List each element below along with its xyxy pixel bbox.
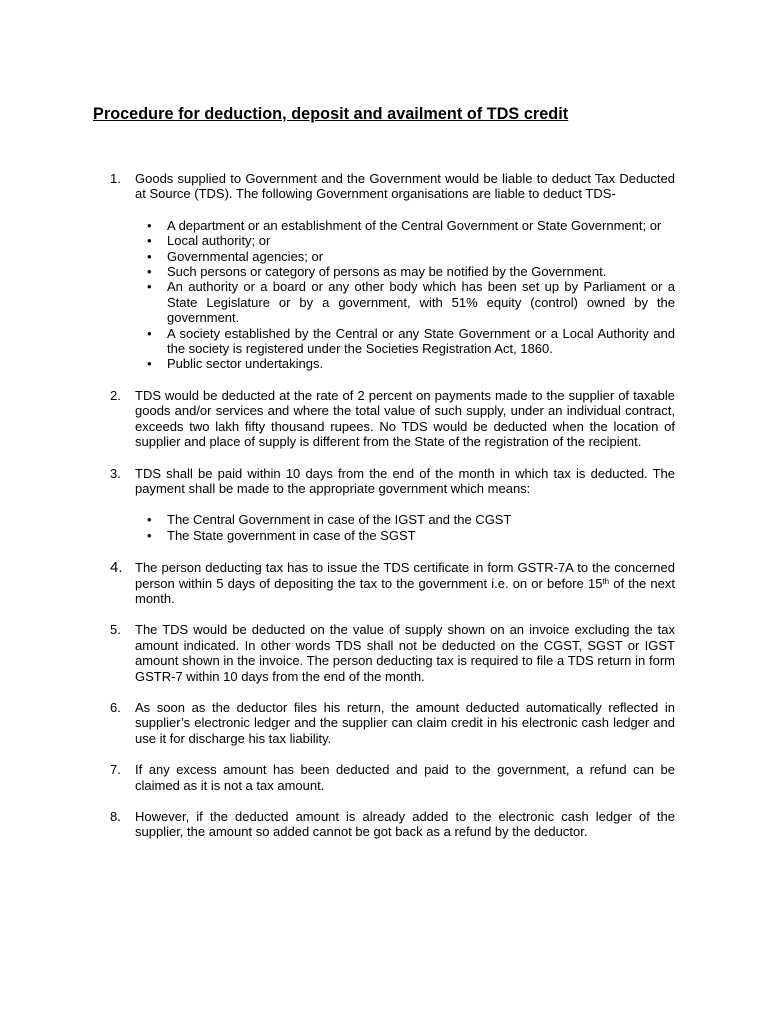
bullet-item: • A society established by the Central or any State Government or a Local Authority and the society is registered under the Societies Registration Act, 1860. bbox=[167, 326, 675, 357]
ordinal-suffix: th bbox=[602, 576, 610, 586]
item-text: The TDS would be deducted on the value of supply shown on an invoice excluding the tax amount indicated. In other words TDS shall not be deducted on the CGST, SGST or IGST amount shown in the invoice. The person deducting tax is required to file a TDS return in form GSTR-7 within 10 days from the end of the month. bbox=[135, 622, 675, 684]
bullet-item: • Local authority; or bbox=[167, 233, 675, 248]
bullet-item: • A department or an establishment of the Central Government or State Government; or bbox=[167, 218, 675, 233]
bullet-list-governments bbox=[110, 512, 675, 543]
list-item-4 bbox=[110, 560, 675, 606]
bullet-list-organisations bbox=[110, 218, 675, 372]
item-text: Goods supplied to Government and the Government would be liable to deduct Tax Deducted at Source (TDS). The following Government organisations are liable to deduct TDS- bbox=[135, 171, 675, 202]
bullet-item: • Governmental agencies; or bbox=[167, 249, 675, 264]
list-item-6 bbox=[110, 700, 675, 746]
list-item-8 bbox=[110, 809, 675, 840]
item-number: 1. bbox=[110, 171, 121, 186]
item-text bbox=[135, 560, 675, 606]
item-text: TDS shall be paid within 10 days from the end of the month in which tax is deducted. The payment shall be made to the appropriate government which means: bbox=[135, 465, 675, 496]
item-number: 7. bbox=[110, 762, 121, 778]
list-item-1 bbox=[110, 171, 675, 202]
item-number: 5. bbox=[110, 622, 121, 638]
list-item-2 bbox=[110, 388, 675, 450]
item-number: 4. bbox=[110, 559, 123, 577]
bullet-item: • An authority or a board or any other body which has been set up by Parliament or a State Legislature or by a government, with 51% equity (control) owned by the government. bbox=[167, 279, 675, 325]
item-number: 6. bbox=[110, 699, 121, 715]
document-title: Procedure for deduction, deposit and availment of TDS credit bbox=[93, 105, 569, 123]
item-text-part: The person deducting tax has to issue the TDS certificate in form GSTR-7A to the concerned person within 5 days of depositing the tax to the government i.e. on or before 15 bbox=[135, 560, 675, 591]
bullet-item: • The State government in case of the SGST bbox=[167, 528, 675, 543]
list-item-7 bbox=[110, 762, 675, 793]
item-text: However, if the deducted amount is already added to the electronic cash ledger of the supplier, the amount so added cannot be got back as a refund by the deductor. bbox=[135, 809, 675, 840]
item-text: If any excess amount has been deducted and paid to the government, a refund can be claimed as it is not a tax amount. bbox=[135, 762, 675, 793]
bullet-item: • The Central Government in case of the IGST and the CGST bbox=[167, 512, 675, 527]
item-text: TDS would be deducted at the rate of 2 percent on payments made to the supplier of taxable goods and/or services and where the total value of such supply, under an individual contract, exceeds two lakh fifty thousand rupees. No TDS would be deducted when the location of supplier and place of supply is different from the State of the registration of the recipient. bbox=[135, 387, 675, 450]
procedure-list bbox=[110, 171, 675, 840]
bullet-item: • Public sector undertakings. bbox=[167, 356, 675, 371]
list-item-5 bbox=[110, 622, 675, 684]
item-number: 2. bbox=[110, 387, 121, 403]
item-text: As soon as the deductor files his return, the amount deducted automatically reflected in supplier’s electronic ledger and the supplier can claim credit in his electronic cash ledger and use it for discharge his tax liability. bbox=[135, 699, 675, 746]
bullet-item: • Such persons or category of persons as may be notified by the Government. bbox=[167, 264, 675, 279]
list-item-3 bbox=[110, 466, 675, 497]
item-number: 8. bbox=[110, 809, 121, 824]
item-text-part: of the next month. bbox=[135, 575, 675, 606]
item-number: 3. bbox=[110, 465, 121, 481]
